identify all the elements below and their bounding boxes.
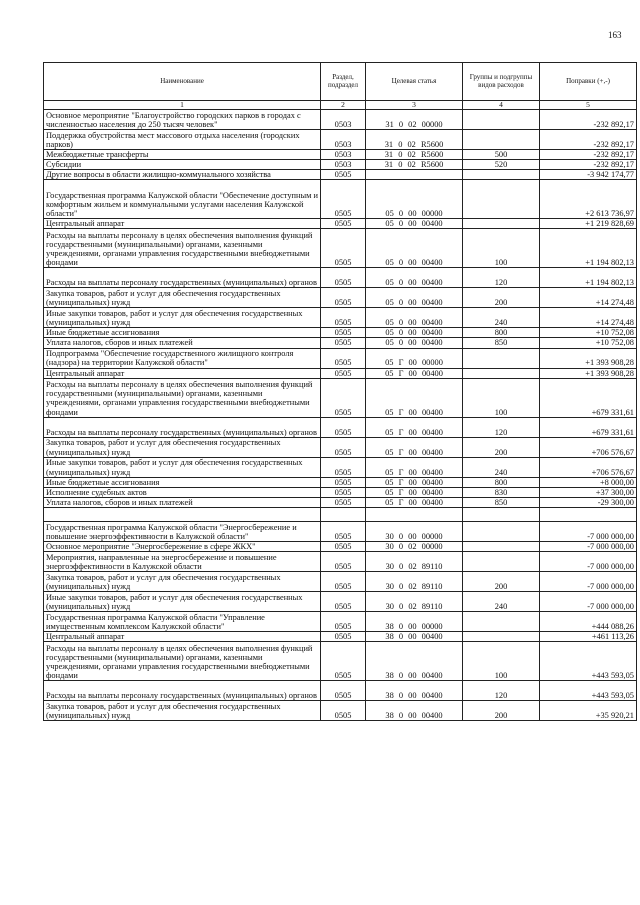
row-amount-cell: +14 274,48 [540,288,637,308]
table-row [44,229,637,268]
row-target-cell: 30 0 00 00000 [366,521,463,541]
row-name-cell: Расходы на выплаты персоналу в целях обеспечения выполнения функций государственными (муниципальными) органами, казенными учреждениями, органами управления государственными внебюджетными фондами [44,229,321,268]
column-number: 5 [540,101,637,110]
row-amount-cell: +1 219 828,69 [540,219,637,229]
row-target-cell: 05 0 00 00400 [366,288,463,308]
row-amount-cell: +35 920,21 [540,701,637,721]
row-amount-cell: +1 393 908,28 [540,368,637,378]
row-target-cell: 38 0 00 00400 [366,642,463,681]
row-section-cell: 0505 [321,541,366,551]
row-group-cell: 100 [463,229,540,268]
row-group-cell [463,541,540,551]
row-target-cell: 30 0 02 00000 [366,541,463,551]
table-row [44,150,637,160]
row-amount-cell: -7 000 000,00 [540,541,637,551]
row-target-cell: 30 0 02 89110 [366,551,463,571]
table-row [44,591,637,611]
row-section-cell: 0505 [321,348,366,368]
row-name-cell: Основное мероприятие "Энергосбережение в сфере ЖКХ" [44,541,321,551]
row-section-cell: 0505 [321,681,366,701]
row-name-cell: Основное мероприятие "Благоустройство городских парков в городах с численностью населения до 250 тысяч человек" [44,110,321,130]
table-row [44,551,637,571]
row-amount-cell: -3 942 174,77 [540,170,637,180]
row-target-cell: 30 0 02 89110 [366,591,463,611]
table-row [44,160,637,170]
row-group-cell [463,180,540,219]
row-section-cell: 0505 [321,417,366,437]
table-row [44,521,637,541]
row-name-cell: Исполнение судебных актов [44,487,321,497]
row-target-cell: 05 0 00 00400 [366,338,463,348]
row-section-cell: 0503 [321,150,366,160]
row-target-cell [366,507,463,521]
row-target-cell: 30 0 02 89110 [366,571,463,591]
row-amount-cell: +2 613 736,97 [540,180,637,219]
header-section: Раздел, подраздел [321,63,366,101]
row-section-cell: 0505 [321,229,366,268]
row-name-cell: Межбюджетные трансферты [44,150,321,160]
row-name-cell: Расходы на выплаты персоналу в целях обеспечения выполнения функций государственными (муниципальными) органами, казенными учреждениями, органами управления государственными внебюджетными фондами [44,642,321,681]
row-name-cell: Государственная программа Калужской области "Управление имущественным комплексом Калужской области" [44,611,321,631]
row-group-cell: 830 [463,487,540,497]
row-group-cell [463,219,540,229]
table-row [44,631,637,641]
column-numbers-row [44,101,637,110]
table-row [44,368,637,378]
row-name-cell: Центральный аппарат [44,368,321,378]
row-group-cell [463,130,540,150]
row-group-cell: 850 [463,338,540,348]
row-section-cell: 0505 [321,497,366,507]
page-number: 163 [608,30,622,40]
table-row [44,507,637,521]
row-section-cell [321,507,366,521]
row-name-cell: Иные закупки товаров, работ и услуг для обеспечения государственных (муниципальных) нужд [44,308,321,328]
table-row [44,477,637,487]
row-section-cell: 0505 [321,268,366,288]
row-amount-cell: +461 113,26 [540,631,637,641]
row-group-cell: 850 [463,497,540,507]
row-target-cell: 05 Г 00 00400 [366,417,463,437]
table-row [44,571,637,591]
row-amount-cell: +14 274,48 [540,308,637,328]
row-amount-cell: +10 752,08 [540,328,637,338]
row-amount-cell: +1 194 802,13 [540,229,637,268]
row-group-cell: 200 [463,437,540,457]
row-name-cell: Уплата налогов, сборов и иных платежей [44,338,321,348]
row-group-cell [463,551,540,571]
row-name-cell: Закупка товаров, работ и услуг для обеспечения государственных (муниципальных) нужд [44,288,321,308]
header-row [44,63,637,101]
row-name-cell: Иные закупки товаров, работ и услуг для обеспечения государственных (муниципальных) нужд [44,457,321,477]
row-section-cell: 0505 [321,571,366,591]
row-target-cell: 05 Г 00 00400 [366,477,463,487]
row-target-cell: 38 0 00 00400 [366,631,463,641]
row-group-cell: 800 [463,477,540,487]
table-row [44,681,637,701]
row-group-cell: 100 [463,378,540,417]
row-amount-cell: +10 752,08 [540,338,637,348]
row-section-cell: 0503 [321,110,366,130]
table-row [44,378,637,417]
row-section-cell: 0505 [321,308,366,328]
row-amount-cell: +679 331,61 [540,417,637,437]
row-group-cell: 200 [463,571,540,591]
row-name-cell: Центральный аппарат [44,219,321,229]
row-name-cell: Иные закупки товаров, работ и услуг для обеспечения государственных (муниципальных) нужд [44,591,321,611]
row-name-cell: Расходы на выплаты персоналу государственных (муниципальных) органов [44,268,321,288]
row-target-cell: 05 Г 00 00400 [366,497,463,507]
row-target-cell: 05 0 00 00400 [366,229,463,268]
row-amount-cell: +444 088,26 [540,611,637,631]
row-name-cell: Центральный аппарат [44,631,321,641]
row-group-cell [463,521,540,541]
row-section-cell: 0505 [321,170,366,180]
table-row [44,487,637,497]
row-target-cell: 38 0 00 00400 [366,701,463,721]
row-group-cell: 100 [463,642,540,681]
row-amount-cell: -7 000 000,00 [540,551,637,571]
row-group-cell: 800 [463,328,540,338]
row-section-cell: 0505 [321,611,366,631]
row-group-cell [463,110,540,130]
row-name-cell: Иные бюджетные ассигнования [44,328,321,338]
column-number: 1 [44,101,321,110]
row-name-cell: Подпрограмма "Обеспечение государственного жилищного контроля (надзора) на территории Калужской области" [44,348,321,368]
table-row [44,701,637,721]
row-target-cell: 05 Г 00 00000 [366,348,463,368]
table-row [44,611,637,631]
row-section-cell: 0505 [321,642,366,681]
row-name-cell: Поддержка обустройства мест массового отдыха населения (городских парков) [44,130,321,150]
row-amount-cell: -7 000 000,00 [540,591,637,611]
row-target-cell: 05 Г 00 00400 [366,378,463,417]
row-section-cell: 0505 [321,180,366,219]
row-amount-cell: +706 576,67 [540,437,637,457]
row-target-cell: 05 Г 00 00400 [366,368,463,378]
row-target-cell: 38 0 00 00000 [366,611,463,631]
row-target-cell [366,170,463,180]
row-group-cell: 240 [463,457,540,477]
row-group-cell [463,507,540,521]
row-amount-cell: -232 892,17 [540,160,637,170]
table-row [44,457,637,477]
row-group-cell: 500 [463,150,540,160]
row-section-cell: 0505 [321,338,366,348]
row-section-cell: 0505 [321,457,366,477]
header-amount: Поправки (+,-) [540,63,637,101]
row-amount-cell: -7 000 000,00 [540,571,637,591]
row-group-cell: 200 [463,701,540,721]
row-name-cell [44,507,321,521]
row-group-cell [463,611,540,631]
row-name-cell: Расходы на выплаты персоналу государственных (муниципальных) органов [44,417,321,437]
row-group-cell [463,170,540,180]
table-row [44,328,637,338]
row-amount-cell: +443 593,05 [540,642,637,681]
row-section-cell: 0503 [321,160,366,170]
table-row [44,348,637,368]
table-row [44,268,637,288]
row-name-cell: Закупка товаров, работ и услуг для обеспечения государственных (муниципальных) нужд [44,437,321,457]
table-row [44,308,637,328]
row-amount-cell: -232 892,17 [540,110,637,130]
row-amount-cell: +8 000,00 [540,477,637,487]
row-group-cell [463,631,540,641]
row-group-cell: 200 [463,288,540,308]
row-target-cell: 05 Г 00 00400 [366,487,463,497]
row-section-cell: 0505 [321,437,366,457]
table-row [44,338,637,348]
row-amount-cell: +1 194 802,13 [540,268,637,288]
row-name-cell: Другие вопросы в области жилищно-коммунального хозяйства [44,170,321,180]
row-section-cell: 0505 [321,368,366,378]
row-group-cell [463,368,540,378]
row-group-cell: 120 [463,417,540,437]
row-target-cell: 05 Г 00 00400 [366,437,463,457]
row-amount-cell: -232 892,17 [540,130,637,150]
row-group-cell: 120 [463,268,540,288]
row-name-cell: Иные бюджетные ассигнования [44,477,321,487]
row-target-cell: 05 Г 00 00400 [366,457,463,477]
row-group-cell: 520 [463,160,540,170]
table-row [44,219,637,229]
row-section-cell: 0505 [321,477,366,487]
row-section-cell: 0505 [321,219,366,229]
header-name: Наименование [44,63,321,101]
table-row [44,110,637,130]
row-name-cell: Государственная программа Калужской области "Энергосбережение и повышение энергоэффективности в Калужской области" [44,521,321,541]
row-name-cell: Закупка товаров, работ и услуг для обеспечения государственных (муниципальных) нужд [44,701,321,721]
row-section-cell: 0505 [321,591,366,611]
row-amount-cell: +679 331,61 [540,378,637,417]
row-target-cell: 05 0 00 00000 [366,180,463,219]
row-target-cell: 05 0 00 00400 [366,328,463,338]
row-target-cell: 05 0 00 00400 [366,268,463,288]
row-target-cell: 31 0 02 R5600 [366,130,463,150]
row-section-cell: 0505 [321,288,366,308]
table-row [44,288,637,308]
row-amount-cell: -232 892,17 [540,150,637,160]
row-target-cell: 05 0 00 00400 [366,308,463,328]
row-target-cell: 38 0 00 00400 [366,681,463,701]
table-row [44,130,637,150]
row-section-cell: 0505 [321,378,366,417]
table-row [44,541,637,551]
row-section-cell: 0505 [321,487,366,497]
row-amount-cell: -7 000 000,00 [540,521,637,541]
header-target: Целевая статья [366,63,463,101]
row-amount-cell [540,507,637,521]
column-number: 3 [366,101,463,110]
row-name-cell: Государственная программа Калужской области "Обеспечение доступным и комфортным жильем и коммунальными услугами населения Калужской области" [44,180,321,219]
row-name-cell: Мероприятия, направленные на энергосбережение и повышение энергоэффективности в Калужской области [44,551,321,571]
row-section-cell: 0505 [321,521,366,541]
header-group: Группы и подгруппы видов расходов [463,63,540,101]
row-name-cell: Расходы на выплаты персоналу в целях обеспечения выполнения функций государственными (муниципальными) органами, казенными учреждениями, органами управления государственными внебюджетными фондами [44,378,321,417]
row-section-cell: 0505 [321,551,366,571]
column-number: 2 [321,101,366,110]
column-number: 4 [463,101,540,110]
row-section-cell: 0505 [321,328,366,338]
table-row [44,497,637,507]
row-section-cell: 0505 [321,701,366,721]
row-section-cell: 0503 [321,130,366,150]
row-target-cell: 05 0 00 00400 [366,219,463,229]
table-body [44,110,637,721]
row-name-cell: Закупка товаров, работ и услуг для обеспечения государственных (муниципальных) нужд [44,571,321,591]
table-row [44,437,637,457]
row-group-cell: 240 [463,308,540,328]
row-group-cell: 240 [463,591,540,611]
table-row [44,417,637,437]
row-group-cell [463,348,540,368]
row-target-cell: 31 0 02 00000 [366,110,463,130]
row-amount-cell: +443 593,05 [540,681,637,701]
row-amount-cell: -29 300,00 [540,497,637,507]
table-row [44,180,637,219]
row-name-cell: Субсидии [44,160,321,170]
row-name-cell: Расходы на выплаты персоналу государственных (муниципальных) органов [44,681,321,701]
row-amount-cell: +37 300,00 [540,487,637,497]
row-target-cell: 31 0 02 R5600 [366,160,463,170]
row-group-cell: 120 [463,681,540,701]
row-section-cell: 0505 [321,631,366,641]
row-name-cell: Уплата налогов, сборов и иных платежей [44,497,321,507]
row-amount-cell: +706 576,67 [540,457,637,477]
row-amount-cell: +1 393 908,28 [540,348,637,368]
table-row [44,642,637,681]
budget-amendments-table [43,62,637,721]
row-target-cell: 31 0 02 R5600 [366,150,463,160]
table-row [44,170,637,180]
